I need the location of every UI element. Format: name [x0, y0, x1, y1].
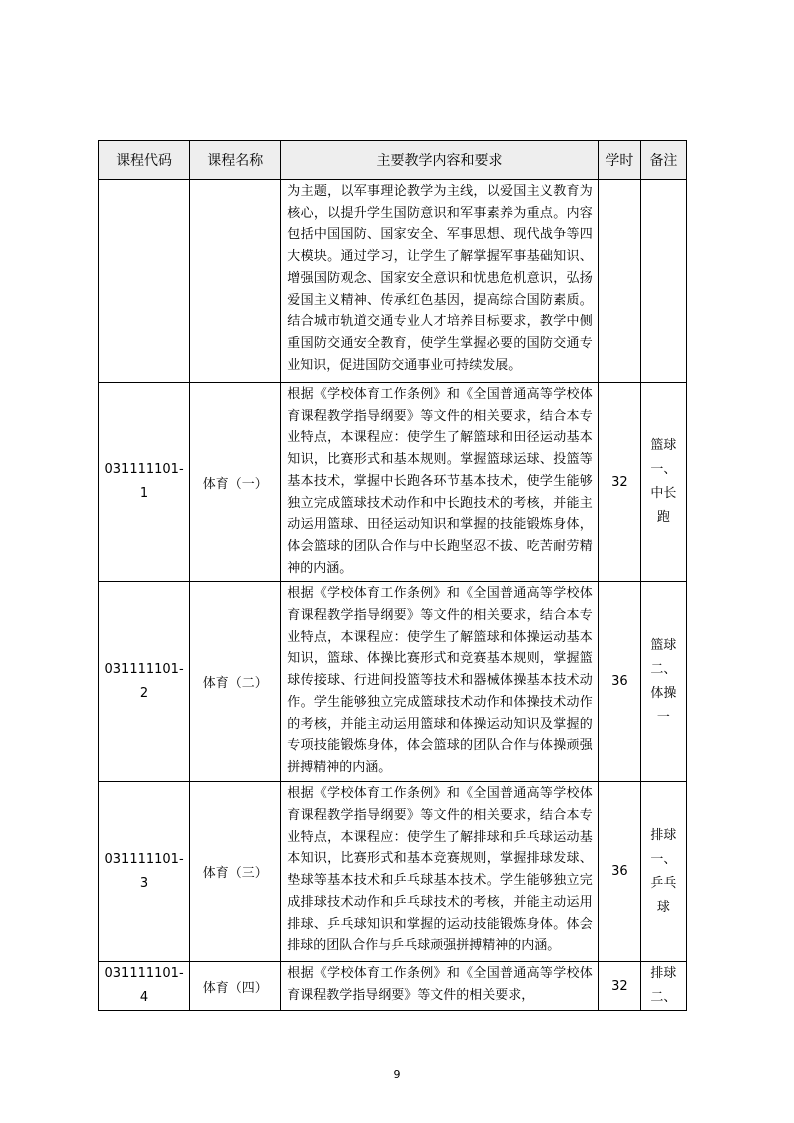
course-code-cell: 031111101-4: [99, 962, 190, 1011]
course-content-cell: 根据《学校体育工作条例》和《全国普通高等学校体育课程教学指导纲要》等文件的相关要求，结合本专业特点，本课程应：使学生了解排球和乒乓球运动基本知识，比赛形式和基本竞赛规则，掌握排球发球、垫球等基本技术和乒乓球基本技术。学生能够独立完成排球技术动作和乒乓球技术的考核，并能主动运用排球、乒乓球知识和掌握的运动技能锻炼身体。体会排球的团队合作与乒乓球顽强拼搏精神的内涵。: [281, 782, 599, 962]
table-row: [99, 180, 687, 383]
course-hours-cell: 32: [598, 383, 640, 582]
table-row: [99, 962, 687, 1011]
course-hours-cell: 36: [598, 782, 640, 962]
course-content-cell: 根据《学校体育工作条例》和《全国普通高等学校体育课程教学指导纲要》等文件的相关要求，结合本专业特点，本课程应：使学生了解篮球和田径运动基本知识，比赛形式和基本规则。掌握篮球运球、投篮等基本技术，掌握中长跑各环节基本技术，使学生能够独立完成篮球技术动作和中长跑技术的考核，并能主动运用篮球、田径运动知识和掌握的技能锻炼身体，体会篮球的团队合作与中长跑坚忍不拔、吃苦耐劳精神的内涵。: [281, 383, 599, 582]
course-table: [98, 140, 687, 1011]
course-content-cell: 为主题，以军事理论教学为主线，以爱国主义教育为核心，以提升学生国防意识和军事素养为重点。内容包括中国国防、国家安全、军事思想、现代战争等四大模块。通过学习，让学生了解掌握军事基础知识、增强国防观念、国家安全意识和忧患危机意识，弘扬爱国主义精神、传承红色基因，提高综合国防素质。结合城市轨道交通专业人才培养目标要求，教学中侧重国防交通安全教育，使学生掌握必要的国防交通专业知识，促进国防交通事业可持续发展。: [281, 180, 599, 383]
course-notes-cell: [640, 180, 686, 383]
course-code-cell: 031111101-3: [99, 782, 190, 962]
course-code-cell: [99, 180, 190, 383]
course-name-cell: 体育（一）: [190, 383, 281, 582]
course-notes-cell: 篮球二、体操一: [640, 582, 686, 782]
course-content-cell: 根据《学校体育工作条例》和《全国普通高等学校体育课程教学指导纲要》等文件的相关要求，: [281, 962, 599, 1011]
course-notes-cell: 排球一、乒乓球: [640, 782, 686, 962]
course-notes-cell: 篮球一、中长跑: [640, 383, 686, 582]
course-name-cell: 体育（三）: [190, 782, 281, 962]
course-name-cell: 体育（二）: [190, 582, 281, 782]
header-course-code: 课程代码: [99, 141, 190, 180]
course-code-cell: 031111101-2: [99, 582, 190, 782]
course-hours-cell: [598, 180, 640, 383]
course-hours-cell: 36: [598, 582, 640, 782]
table-row: [99, 383, 687, 582]
header-course-name: 课程名称: [190, 141, 281, 180]
table-header-row: [99, 141, 687, 180]
course-code-cell: 031111101-1: [99, 383, 190, 582]
course-name-cell: [190, 180, 281, 383]
course-name-cell: 体育（四）: [190, 962, 281, 1011]
course-notes-cell: 排球二、: [640, 962, 686, 1011]
header-content: 主要教学内容和要求: [281, 141, 599, 180]
table-row: [99, 582, 687, 782]
header-hours: 学时: [598, 141, 640, 180]
course-content-cell: 根据《学校体育工作条例》和《全国普通高等学校体育课程教学指导纲要》等文件的相关要求，结合本专业特点，本课程应：使学生了解篮球和体操运动基本知识，篮球、体操比赛形式和竞赛基本规则，掌握篮球传接球、行进间投篮等技术和器械体操基本技术动作。学生能够独立完成篮球技术动作和体操技术动作的考核，并能主动运用篮球和体操运动知识及掌握的专项技能锻炼身体，体会篮球的团队合作与体操顽强拼搏精神的内涵。: [281, 582, 599, 782]
page-number: 9: [393, 1068, 401, 1081]
header-notes: 备注: [640, 141, 686, 180]
table-row: [99, 782, 687, 962]
course-hours-cell: 32: [598, 962, 640, 1011]
